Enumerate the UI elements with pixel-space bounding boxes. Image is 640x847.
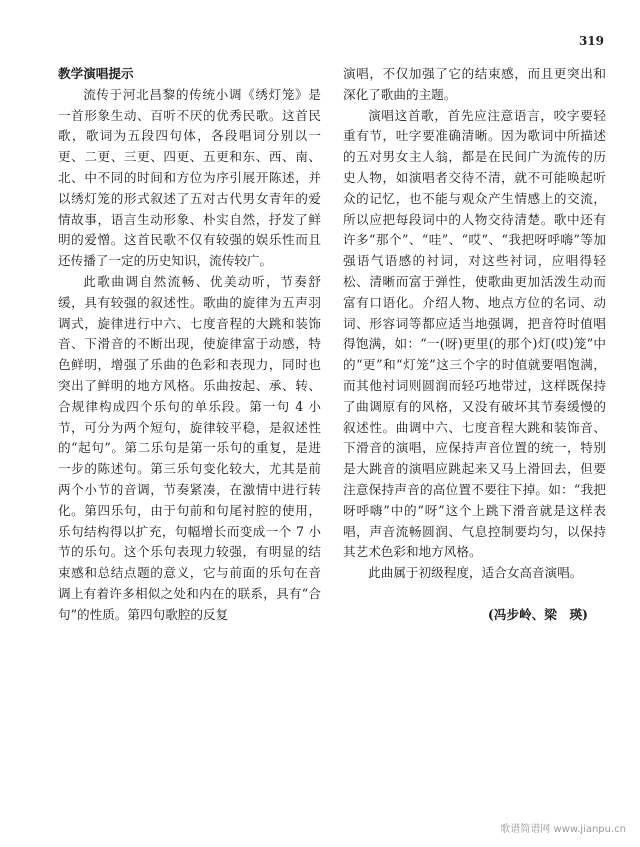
author-credit: (冯步岭、梁 瑛)	[487, 606, 588, 622]
paragraph-continuation: 演唱，不仅加强了它的结束感，而且更突出和深化了歌曲的主题。	[343, 66, 606, 102]
paragraph-level: 此曲属于初级程度，适合女高音演唱。	[368, 565, 583, 581]
paragraph-singing-tips: 演唱这首歌，首先应注意语言，咬字要轻重有节，吐字要准确清晰。因为歌词中所描述的五对男女主人翁，都是在民间广为流传的历史人物，如演唱者交待不清，就不可能唤起听众的记忆，也不能与观众产生情感上的交流，所以应把每段词中的人物交待清楚。歌中还有许多“那个”、“哇”、“哎”、“我把呀呼嗨”等加强语气语感的衬词，对这些衬词，应唱得轻松、清晰而富于弹性，使歌曲更加活泼生动而富有口语化。介绍人物、地点方位的名词、动词、形容词等都应适当地强调，把音符时值唱得饱满，如：“一(呀)更里(的那个)灯(哎)笼”中的“更”和“灯笼”这三个字的时值就要唱饱满，而其他衬词则圆润而轻巧地带过，这样既保持了曲调原有的风格，又没有破坏其节奏缓慢的叙述性。曲调中六、七度音程大跳和装饰音、下滑音的演唱，应保持声音位置的统一，特别是大跳音的演唱应跳起来又马上滑回去，但要注意保持声音的高位置不要往下掉。如：“我把呀呼嗨”中的“呀”这个上跳下滑音就是这样表唱，声音流畅圆润、气息控制要均匀，以保持其艺术色彩和地方风格。	[343, 107, 606, 560]
paragraph-intro: 流传于河北昌黎的传统小调《绣灯笼》是一首形象生动、百听不厌的优秀民歌。这首民歌，歌词为五段四句体，各段唱词分别以一更、二更、三更、四更、五更和东、西、南、北、中不同的时间和方位为序引展开陈述，并以绣灯笼的形式叙述了五对古代男女青年的爱情故事，语言生动形象、朴实自然，抒发了鲜明的爱憎。这首民歌不仅有较强的娱乐性而且还传播了一定的历史知识，流传较广。	[58, 86, 321, 269]
site-watermark: 歌谱简谱网 www.jianpu.cn	[500, 824, 626, 835]
section-heading: 教学演唱提示	[58, 66, 134, 81]
page-number: 319	[578, 34, 604, 48]
left-column	[58, 64, 321, 626]
paragraph-melody: 此歌曲调自然流畅、优美动听，节奏舒缓，具有较强的叙述性。歌曲的旋律为五声羽调式，旋律进行中六、七度音程的大跳和装饰音、下滑音的不断出现，使旋律富于动感，特色鲜明，增强了乐曲的色彩和表现力，同时也突出了鲜明的地方风格。乐曲按起、承、转、合规律构成四个乐句的单乐段。第一句 4 小节，可分为两个短句，旋律较平稳，是叙述性的“起句”。第二乐句是第一乐句的重复，是进一步的陈述句。第三乐句变化较大，尤其是前两个小节的音调，节奏紧凑，在激情中进行转化。第四乐句，由于句前和句尾衬腔的使用，乐句结构得以扩充，句幅增长而变成一个 7 小节的乐句。这个乐句表现力较强，有明显的结束感和总结点题的意义，它与前面的乐句在音调上有着许多相似之处和内在的联系，具有“合句”的性质。第四句歌腔的反复	[58, 273, 321, 622]
two-column-body	[58, 64, 606, 626]
right-column	[343, 64, 606, 626]
